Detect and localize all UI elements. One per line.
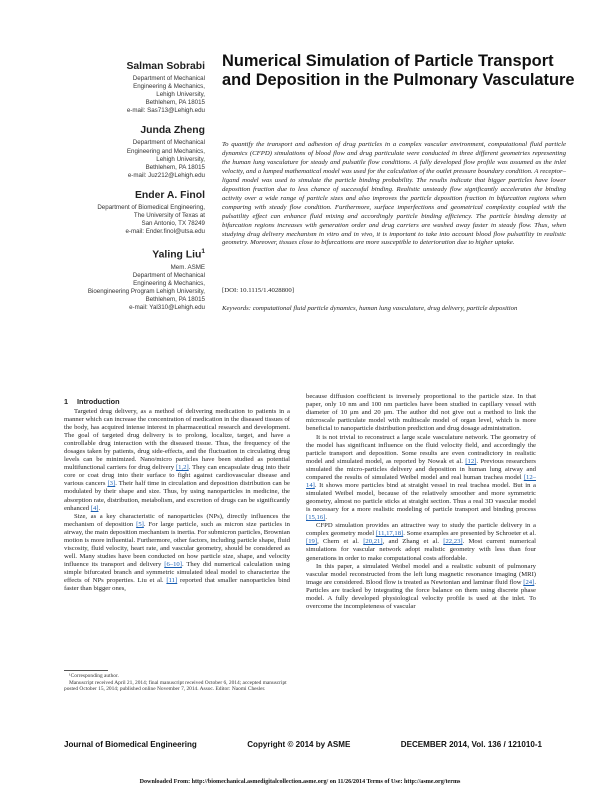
text-run: , Chern et al. [317, 538, 364, 546]
text-run: reported that smaller nanoparticles bind faster than bigger ones, [64, 577, 290, 593]
text-run: . They did numerical calculation using simple bifurcated branch and symmetric simulated ideal model to characterize the effects of NPs properties. Liu et al. [64, 561, 290, 585]
section-heading [64, 397, 120, 406]
body-column-left [64, 408, 290, 594]
citation-link[interactable]: [11] [166, 577, 178, 585]
text-run: because diffusion coefficient is inversely proportional to the particle size. In that paper, only 10 nm and 100 nm particles have been studied in capillary vessel with diameter of 10 μm and 20 μm. The author did not give out a method to link the microscale particulate model with multiscale model of organ level, which is more beneficial to nanoparticle distribution prediction and drug dosage administration. [306, 393, 536, 433]
citation-link[interactable]: [4] [90, 504, 99, 512]
citation-link[interactable]: [1,2] [175, 464, 189, 472]
citation-link[interactable]: [15,16] [306, 514, 326, 521]
section-title: Introduction [77, 397, 120, 406]
author-email[interactable]: e-mail: Sas713@Lehigh.edu [126, 107, 205, 115]
author-email[interactable]: e-mail: Yal310@Lehigh.edu [129, 304, 205, 312]
affiliation-line: Department of Biomedical Engineering, [97, 203, 205, 211]
author-block [40, 60, 205, 115]
section-number: 1 [64, 397, 69, 406]
affiliation-line: San Antonio, TX 78249 [141, 220, 205, 228]
page-footer [64, 740, 542, 749]
affiliation-line: The University of Texas at [133, 212, 205, 220]
copyright: Copyright © 2014 by ASME [247, 740, 351, 749]
footnote-manuscript: Manuscript received April 21, 2014; final manuscript received October 6, 2014; accepted manuscript posted October 15, 2014; published online November 7, 2014. Assoc. Editor: Naomi Chesler. [64, 679, 287, 693]
citation-link[interactable]: [3] [107, 480, 116, 488]
text-run: . Previous researchers simulated the micro-particles delivery and deposition in human lung airway and compared the results of simulated Weibel model and real human trachea model [306, 457, 536, 481]
citation-link[interactable]: [24] [523, 578, 535, 586]
text-run: . [98, 504, 101, 512]
citation-link[interactable]: [11,17,18] [375, 530, 404, 538]
body-column-right [306, 393, 536, 611]
citation-link[interactable]: [12] [465, 457, 477, 465]
keywords [222, 305, 566, 314]
text-run: CFPD simulation provides an attractive way to study the particle delivery in a complex geometry model [306, 522, 536, 538]
affiliation-line: Bethlehem, PA 18015 [145, 99, 205, 107]
affiliation-line: Department of Mechanical [132, 75, 205, 82]
paragraph [306, 434, 536, 523]
footnote-rule [64, 670, 108, 671]
paper-title: Numerical Simulation of Particle Transport and Deposition in the Pulmonary Vasculature [222, 52, 575, 89]
author-list [40, 60, 205, 321]
text-run: . Particles are tracked by integrating the force balance on them using discrete phase model. A fully developed physiological velocity profile is used at the inlet. To overcome the incompleteness of vascular [306, 578, 536, 611]
text-run: Size, as a key characteristic of nanoparticles (NPs), directly influences the mechanism of deposition [64, 512, 290, 528]
text-run: . [325, 514, 328, 521]
text-run: . They can encapsulate drug into their core or coat drug into their surface to fight against cardiovascular disease and various cancers [64, 464, 290, 488]
affiliation-line: Engineering & Mechanics, [133, 279, 205, 287]
text-run: . Most current numerical simulations for vascular network adopt realistic geometry with less than four generations in order to make computational costs affordable. [306, 538, 536, 562]
text-run: . It shows more particles bind at straight vessel in real trachea model. But in a simulated Weibel model, because of the relatively smoother and more symmetric geometry, almost no particle sticks at straight section. Thus a real 3D vascular model is necessary for a more realistic modeling of particle transport and binding process [306, 481, 536, 513]
affiliation-line: Lehigh University, [156, 155, 205, 163]
footnote-corresponding: ¹Corresponding author. [69, 673, 119, 679]
author-name: Yaling Liu$^1$ [152, 248, 205, 261]
author-block [40, 189, 205, 236]
citation-link[interactable]: [12–14] [306, 473, 536, 489]
keywords-text: computational fluid particle dynamics, human lung vasculature, drug delivery, particle deposition [252, 305, 518, 312]
citation-link[interactable]: [20,21] [363, 538, 383, 546]
doi[interactable]: [DOI: 10.1115/1.4028800] [222, 287, 295, 294]
citation-link[interactable]: [22,23] [443, 538, 463, 546]
text-run: , and Zhang et al. [382, 538, 444, 546]
paragraph [64, 408, 290, 513]
author-name: Ender A. Finol [134, 189, 205, 201]
footnotes [64, 673, 290, 693]
affiliation-line: Department of Mechanical [132, 139, 205, 147]
citation-link[interactable]: [6–10] [164, 561, 182, 569]
affiliation-line: Lehigh University, [156, 91, 205, 99]
affiliation-line: Mem. ASME [170, 263, 205, 271]
author-affiliation [40, 75, 205, 115]
keywords-label: Keywords: [222, 305, 251, 312]
paragraph [306, 563, 536, 611]
citation-link[interactable]: [5] [136, 520, 144, 528]
author-email[interactable]: e-mail: Juz212@Lehigh.edu [127, 171, 205, 179]
journal-name: Journal of Biomedical Engineering [64, 740, 197, 749]
text-run: In this paper, a simulated Weibel model and a realistic subunit of pulmonary vascular model reconstructed from the left lung magnetic resonance imaging (MRI) image are considered. Blood flow is treated as Newtonian and laminar fluid flow [306, 562, 536, 586]
paragraph [306, 522, 536, 562]
text-run: . Some examples are presented by Schroeter et al. [403, 530, 536, 538]
author-affiliation [40, 204, 205, 236]
citation-link[interactable]: [19] [306, 538, 318, 546]
author-name: Junda Zheng [140, 125, 205, 137]
author-block [40, 245, 205, 312]
affiliation-line: Bioengineering Program Lehigh University, [87, 288, 205, 296]
author-affiliation [40, 139, 205, 179]
affiliation-line: Engineering & Mechanics, [133, 83, 205, 91]
text-run: Targeted drug delivery, as a method of delivering medication to patients in a manner which can increase the concentration of medication in the diseased tissues of the body, has acquired intense interest in pharmaceutical research and development. The goal of targeted drug delivery is to prolong, localize, target, and have a controllable drug interaction with the diseased tissue. Thus, the frequency of the dosages taken by patients, drug side-effects, and the fluctuation in circulating drug levels can be minimized. Nano/micro particles have been studied as potential multifunctional carriers for drug delivery [64, 408, 290, 472]
text-run: . For large particle, such as micron size particles in airway, the main deposition mechanism is inertia. For submicron particles, Brownian motion is more influential. Furthermore, other factors, including particle shape, fluid viscosity, fluid velocity, heart rate, and vascular geometry, should be considered as well. Many studies have been conducted on how particle size, shape, and velocity influence its transport and delivery [64, 520, 290, 569]
text-run: It is not trivial to reconstruct a large scale vasculature network. The geometry of the model has significant influence on the fluid velocity field, and accordingly the particle transport and deposition. Some results are even contradictory in realistic model and simulated model, as reported by Nowak et al. [306, 433, 536, 465]
author-block [40, 124, 205, 179]
paragraph [306, 393, 536, 433]
paragraph [64, 513, 290, 593]
download-notice: Downloaded From: http://biomechanical.asmedigitalcollection.asme.org/ on 11/26/2014 Terms of Use: http://asme.org/terms [139, 779, 461, 785]
author-name: Salman Sobrabi [126, 61, 205, 72]
affiliation-line: Engineering and Mechanics, [126, 147, 205, 155]
author-affiliation [40, 264, 205, 313]
abstract: To quantify the transport and adhesion of drug particles in a complex vascular environment, computational fluid particle dynamics (CFPD) simulations of blood flow and drug particulate were conducted in three different geometries representing the human lung vasculature for steady and pulsatile flow conditions. A fully developed flow profile was assumed as the inlet velocity, and a lumped mathematical model was used for the calculation of the outlet pressure boundary condition. A receptor–ligand model was used to simulate the particle binding probability. The results indicate that bigger particles have lower deposition fraction due to less chance of successful binding. Realistic unsteady flow significantly accelerates the binding activity over a wide range of particle sizes and also improves the particle deposition fraction in bifurcation regions when comparing with steady flow condition. Furthermore, surface imperfections and geometrical complexity coupled with the pulsatility effect can enhance fluid mixing and accordingly particle binding efficiency. The particle binding density at bifurcation regions increases with generation order and drug carriers are washed away faster in steady flow. Thus, when studying drug delivery mechanism in vitro and in vivo, it is important to take into account blood flow pulsatility in realistic geometry. Moreover, tissues close to bifurcations are more susceptible to deterioration due to higher uptake. [222, 141, 566, 247]
affiliation-line: Department of Mechanical [132, 271, 205, 279]
affiliation-line: Bethlehem, PA 18015 [145, 163, 205, 171]
issue-info: DECEMBER 2014, Vol. 136 / 121010-1 [400, 740, 542, 749]
text-run: . Their half time in circulation and deposition distribution can be modulated by their shape and size. Thus, by using nanoparticles in medicine, the absorption rate, distribution, metabolism, and excretion of drugs can be significantly enhanced [64, 480, 290, 512]
affiliation-line: Bethlehem, PA 18015 [145, 296, 205, 304]
author-email[interactable]: e-mail: Ender.finol@utsa.edu [125, 228, 205, 236]
